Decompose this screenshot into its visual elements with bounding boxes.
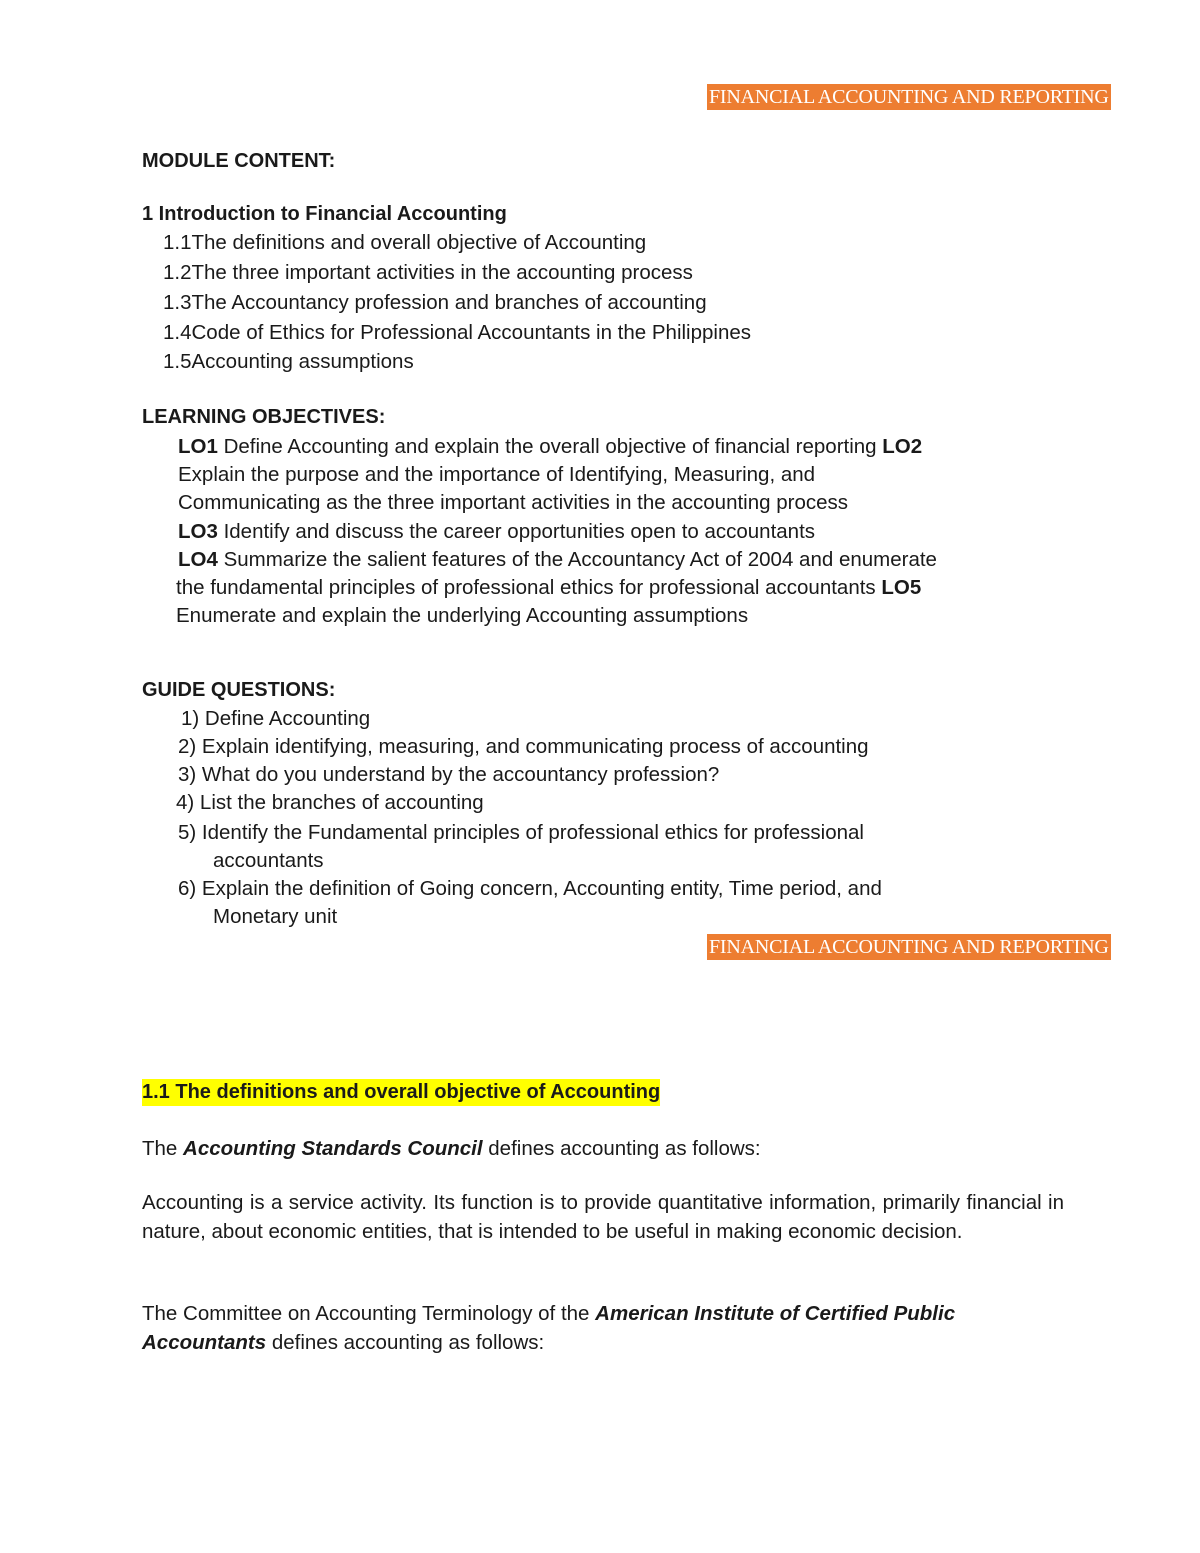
guide-question: 4) List the branches of accounting — [176, 791, 484, 814]
guide-question-cont: accountants — [213, 849, 324, 872]
objective-code: LO1 — [178, 435, 218, 458]
guide-questions-heading: GUIDE QUESTIONS: — [142, 679, 336, 701]
paragraph-text: defines accounting as follows: — [266, 1330, 545, 1354]
paragraph-emphasis: American Institute of Certified Public Accountants — [142, 1302, 956, 1354]
module-content-heading: MODULE CONTENT: — [142, 150, 336, 172]
module-item: 1.2The three important activities in the accounting process — [163, 261, 693, 284]
guide-question: 5) Identify the Fundamental principles of professional ethics for professional — [178, 821, 864, 844]
objective-text: Explain the purpose and the importance of Identifying, Measuring, and — [178, 463, 816, 486]
paragraph-emphasis: Accounting Standards Council — [183, 1137, 483, 1160]
module-item: 1.4Code of Ethics for Professional Accountants in the Philippines — [163, 321, 752, 344]
guide-question: 6) Explain the definition of Going concern, Accounting entity, Time period, and — [178, 877, 882, 900]
objective-code: LO2 — [882, 435, 923, 458]
document-header-label: FINANCIAL ACCOUNTING AND REPORTING — [709, 86, 1109, 108]
objective-lo4 — [178, 545, 937, 574]
section-title: 1.1 The definitions and overall objective of Accounting — [142, 1079, 660, 1106]
module-item: 1.3The Accountancy profession and branches of accounting — [163, 291, 707, 314]
section-paragraph-3 — [142, 1300, 1042, 1357]
guide-question-cont: Monetary unit — [213, 905, 338, 928]
guide-question: 1) Define Accounting — [181, 707, 371, 730]
module-item: 1.5Accounting assumptions — [163, 350, 414, 373]
objective-code: LO3 — [178, 520, 218, 543]
accounting-definition-paragraph: Accounting is a service activity. Its function is to provide quantitative information, primarily financial in nature, about economic entities, that is intended to be useful in making economic decision. — [142, 1191, 1064, 1243]
paragraph-text: The — [142, 1137, 184, 1160]
guide-question: 3) What do you understand by the accountancy profession? — [178, 763, 720, 786]
objective-text: Define Accounting and explain the overall objective of financial reporting — [217, 435, 883, 458]
objective-lo3 — [178, 517, 815, 546]
section-paragraph-1 — [142, 1134, 761, 1163]
objective-lo1 — [178, 432, 922, 461]
paragraph-text: defines accounting as follows: — [482, 1137, 761, 1160]
objective-lo4-cont — [176, 573, 921, 602]
objective-code: LO4 — [178, 548, 218, 571]
chapter-title: 1 Introduction to Financial Accounting — [142, 203, 507, 225]
objective-code: LO5 — [881, 576, 922, 599]
module-item: 1.1The definitions and overall objective of Accounting — [163, 231, 647, 254]
objective-text: Summarize the salient features of the Accountancy Act of 2004 and enumerate — [217, 548, 937, 571]
objective-text: Identify and discuss the career opportunities open to accountants — [217, 520, 816, 543]
objective-text: Enumerate and explain the underlying Accounting assumptions — [176, 604, 749, 627]
objective-text: the fundamental principles of professional ethics for professional accountants — [176, 576, 882, 599]
document-header-label: FINANCIAL ACCOUNTING AND REPORTING — [709, 936, 1109, 958]
paragraph-text: The Committee on Accounting Terminology of the — [142, 1302, 596, 1325]
guide-question: 2) Explain identifying, measuring, and communicating process of accounting — [178, 735, 869, 758]
learning-objectives-heading: LEARNING OBJECTIVES: — [142, 406, 386, 428]
objective-text: Communicating as the three important activities in the accounting process — [178, 491, 849, 514]
